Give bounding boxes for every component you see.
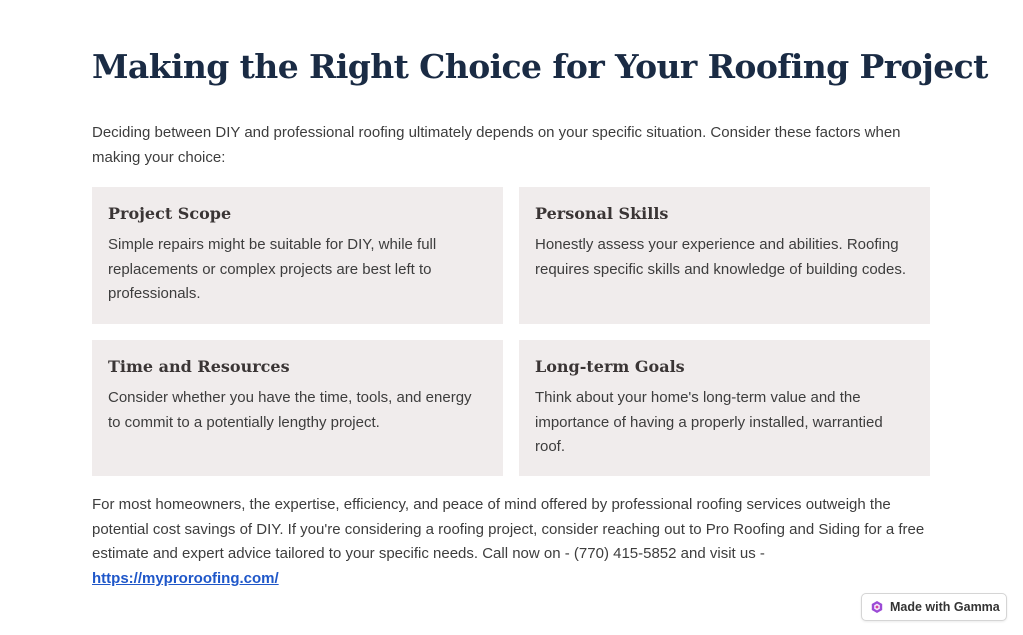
closing-text: For most homeowners, the expertise, efficiency, and peace of mind offered by professional roofing services outweigh the potential cost savings of DIY. If you're considering a roofing project, consider reaching out to Pro Roofing and Siding for a free estimate and expert advice tailored to your specific needs. Call now on - (770) 415-5852 and visit us - [92, 496, 925, 563]
card-body: Honestly assess your experience and abilities. Roofing requires specific skills and knowledge of building codes. [535, 236, 907, 278]
intro-paragraph: Deciding between DIY and professional roofing ultimately depends on your specific situation. Consider these factors when making your choice: [92, 124, 901, 166]
card-title: Long-term Goals [535, 357, 685, 376]
card-body: Simple repairs might be suitable for DIY, while full replacements or complex projects are best left to professionals. [108, 236, 437, 302]
card-project-scope [92, 187, 503, 324]
card-title: Personal Skills [535, 204, 669, 223]
page-title: Making the Right Choice for Your Roofing Project [92, 47, 988, 86]
card-body: Think about your home's long-term value and the importance of having a properly installed, warrantied roof. [535, 389, 883, 455]
badge-label: Made with Gamma [890, 600, 1000, 614]
card-body: Consider whether you have the time, tools, and energy to commit to a potentially lengthy project. [108, 389, 472, 431]
made-with-gamma-button[interactable] [861, 593, 1007, 621]
card-time-and-resources [92, 340, 503, 476]
card-title: Time and Resources [108, 357, 290, 376]
card-long-term-goals [519, 340, 930, 476]
closing-paragraph [92, 493, 940, 592]
card-personal-skills [519, 187, 930, 324]
gamma-logo-icon [870, 600, 884, 614]
card-title: Project Scope [108, 204, 232, 223]
website-link[interactable]: https://myproroofing.com/ [92, 570, 279, 588]
